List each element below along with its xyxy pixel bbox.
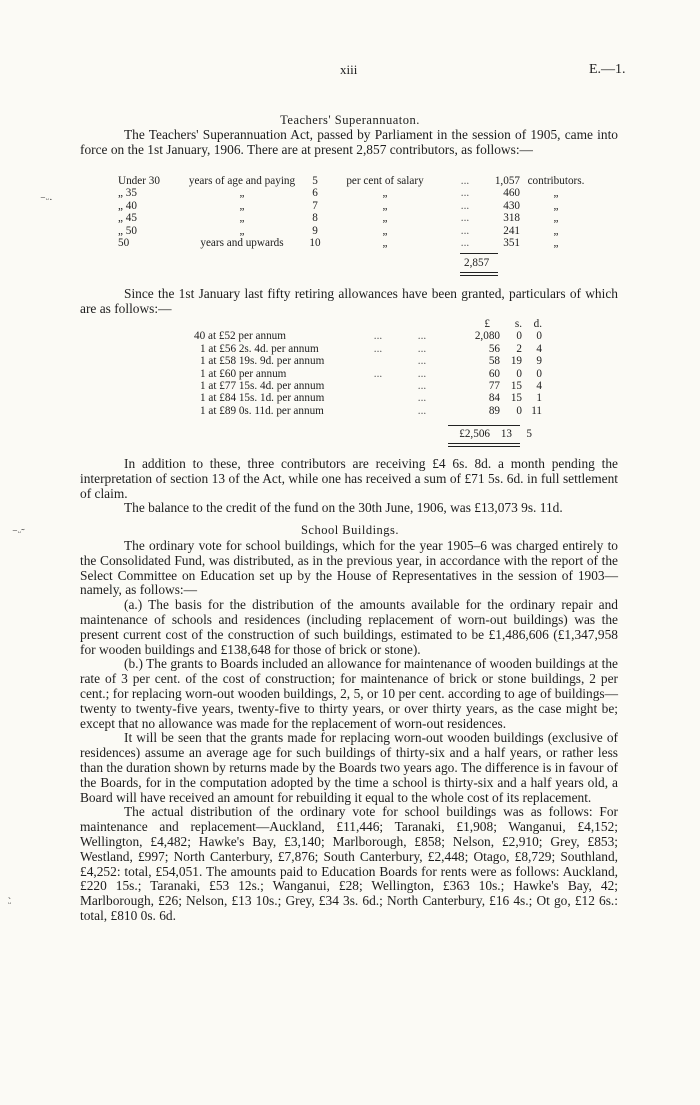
allowance-leader — [360, 405, 396, 417]
allowance-pounds: 89 — [488, 404, 500, 417]
allowance-leader: ... — [417, 355, 427, 368]
allowance-description: 1 at £58 19s. 9d. per annum — [200, 355, 325, 368]
allowance-row — [194, 368, 542, 380]
contributor-description: „ — [239, 199, 245, 212]
allowance-row — [194, 380, 542, 392]
allowance-description: 1 at £56 2s. 4d. per annum — [200, 342, 319, 355]
ordinary-vote-paragraph: The ordinary vote for school buildings, which for the year 1905–6 was charged entirely to the Consolidated Fund, was distributed, as in the previous year, in accordance with the report of the Select Committee on Education set up by the House of Representatives in the session of 1903—namely, as follows:— — [80, 538, 618, 598]
contributor-rate-label: „ — [382, 237, 388, 250]
contributor-unit: „ — [553, 237, 559, 250]
school-buildings-block — [80, 539, 618, 924]
document-code: E.—1. — [589, 62, 626, 77]
distribution-paragraph: The actual distribution of the ordinary vote for school buildings was as follows: For maintenance and replacement—Auckland, £11,446; Taranaki, £1,908; Wanganui, £4,152; Wellington, £4,482; Hawke's Bay, £3,140; Marlborough, £858; Nelson, £2,910; Grey, £853; Westland, £997; North Canterbury, £7,876; South Canterbury, £2,448; Otago, £8,729; Southland, £4,252: total, £54,051. The amounts paid to Education Boards for rents were as follows: Auckland, £220 15s.; Taranaki, £53 12s.; Wanganui, £28; Wellington, £363 10s.; Hawke's Bay, 42; Marlborough, £26; Nelson, £13 10s.; Grey, £34 3s. 6d.; North Canterbury, £16 4s.; Ot go, £12 6s.: total, £810 0s. 6d. — [80, 804, 618, 923]
contributor-age: 50 — [118, 237, 130, 250]
page-number: xiii — [340, 62, 358, 77]
allowances-header-row — [194, 318, 542, 330]
contributor-rate-label: „ — [382, 224, 388, 237]
allowances-total-rule — [448, 425, 520, 426]
contributor-rate-label: „ — [382, 187, 388, 200]
contributor-count: 430 — [503, 199, 520, 212]
allowance-pounds: 58 — [488, 355, 500, 368]
clause-b-paragraph: (b.) The grants to Boards included an allowance for maintenance of wooden buildings at the rate of 3 per cent. of the cost of construction; for maintenance of brick or stone buildings, 2 per cent.; for replacing worn-out wooden buildings, 2, 5, or 10 per cent. according to age of buildings—twenty to twenty-five years, twenty-five to thirty years, or over thirty years, as the case might be; except that no allowance was made for the replacement of worn-out residences. — [80, 656, 618, 731]
contributor-rate: 8 — [312, 212, 318, 225]
allowance-shillings: 0 — [516, 367, 522, 380]
contributor-rate-label: per cent of salary — [346, 175, 424, 187]
contributor-count: 318 — [503, 212, 520, 225]
contributors-total-rule-lower — [460, 272, 498, 273]
contributor-age: „ 50 — [118, 224, 137, 237]
allowance-leader: ... — [417, 380, 427, 393]
contributor-rate-label: „ — [382, 212, 388, 225]
allowances-table — [194, 318, 542, 417]
contributor-age: „ 40 — [118, 199, 137, 212]
contributor-count: 460 — [503, 187, 520, 200]
contributor-unit: „ — [553, 199, 559, 212]
allowance-leader: ... — [417, 342, 427, 355]
allowance-leader: ... — [373, 342, 383, 355]
allowance-description: 1 at £89 0s. 11d. per annum — [200, 404, 324, 417]
contributor-description: „ — [239, 187, 245, 200]
allowance-description: 1 at £84 15s. 1d. per annum — [200, 392, 325, 405]
contributor-row — [118, 175, 586, 187]
allowance-row — [194, 330, 542, 342]
contributor-rate: 10 — [309, 237, 321, 250]
allowances-total-row — [448, 428, 532, 440]
intro-paragraph-block — [80, 128, 618, 158]
contributor-rate: 9 — [312, 224, 318, 237]
allowance-description: 40 at £52 per annum — [194, 330, 286, 343]
allowance-leader: ... — [417, 404, 427, 417]
contributor-leader: ... — [460, 175, 470, 187]
allowance-shillings: 19 — [510, 355, 522, 368]
margin-mark-3: ᵕ̀ — [8, 898, 12, 910]
contributor-unit: „ — [553, 212, 559, 225]
allowance-leader: ... — [417, 392, 427, 405]
allowance-shillings: 0 — [516, 330, 522, 343]
contributor-leader: ... — [460, 237, 470, 250]
allowance-shillings: 2 — [516, 342, 522, 355]
contributor-leader: ... — [460, 199, 470, 212]
contributors-total-rule-double — [460, 275, 498, 276]
allowance-shillings: 15 — [510, 392, 522, 405]
contributor-leader: ... — [460, 224, 470, 237]
clause-a-paragraph: (a.) The basis for the distribution of the amounts available for the ordinary repair and maintenance of schools and residences (including replacement of worn-out buildings) was the present current cost of the construction of such buildings, estimated to be £1,486,606 (£1,347,958 for wooden buildings and £138,648 for those of brick or stone). — [80, 597, 618, 657]
superannuation-heading: Teachers' Superannuaton. — [280, 113, 420, 127]
contributor-row — [118, 212, 586, 224]
allowance-pounds: 2,080 — [474, 330, 500, 343]
superannuation-closing-block — [80, 457, 618, 516]
contributor-age: „ 45 — [118, 212, 137, 225]
allowance-pounds: 77 — [488, 380, 500, 393]
contributor-row — [118, 187, 586, 199]
superannuation-intro: The Teachers' Superannuation Act, passed by Parliament in the session of 1905, came into force on the 1st January, 1906. There are at present 2,857 contributors, as follows:— — [80, 127, 618, 157]
allowance-pounds: 60 — [488, 367, 500, 380]
header-pounds: £ — [484, 318, 490, 330]
school-buildings-heading: School Buildings. — [300, 523, 400, 537]
contributor-count: 1,057 — [494, 175, 520, 187]
allowance-row — [194, 405, 542, 417]
allowances-total-rule-lower — [448, 443, 520, 444]
average-age-paragraph: It will be seen that the grants made for replacing worn-out wooden buildings (exclusive of residences) assume an average age for such buildings of thirty-six and a half years, or rather less than the duration shown by returns made by the Boards two years ago. The difference is in favour of the Boards, for in the computation adopted by the time a school is thirty-six and a half years old, a Board will have received an amount for rebuilding it equal to the whole cost of its replacement. — [80, 730, 618, 805]
contributor-rate: 7 — [312, 199, 318, 212]
contributor-unit: „ — [553, 224, 559, 237]
margin-mark-1: ⁻ᵕ· — [40, 194, 53, 206]
header-pence: d. — [533, 318, 542, 330]
allowance-shillings: 0 — [516, 404, 522, 417]
allowances-paragraph-block — [80, 287, 618, 317]
pending-claims-paragraph: In addition to these, three contributors are receiving £4 6s. 8d. a month pending the interpretation of section 13 of the Act, while one has received a sum of £71 5s. 6d. in full settlement of claim. — [80, 456, 618, 501]
allowance-leader — [360, 380, 396, 392]
contributor-rate-label: „ — [382, 199, 388, 212]
contributor-leader: ... — [460, 187, 470, 200]
allowance-leader: ... — [417, 367, 427, 380]
allowance-pounds: 56 — [488, 342, 500, 355]
margin-mark-2: ⁻ᵕ˜ — [12, 527, 25, 539]
allowance-row — [194, 392, 542, 404]
allowance-leader — [360, 355, 396, 367]
allowance-leader: ... — [373, 367, 383, 380]
allowance-pounds: 84 — [488, 392, 500, 405]
contributor-rate: 6 — [312, 187, 318, 200]
allowance-pence: 0 — [536, 330, 542, 343]
allowance-shillings: 15 — [510, 380, 522, 393]
allowance-description: 1 at £60 per annum — [200, 367, 287, 380]
total-pounds: £2,506 — [459, 428, 490, 440]
contributor-row — [118, 237, 586, 249]
contributor-description: years and upwards — [200, 237, 284, 250]
contributor-row — [118, 200, 586, 212]
total-shillings: 13 — [500, 428, 512, 440]
contributors-total-rule — [460, 253, 498, 254]
allowance-pence: 0 — [536, 367, 542, 380]
header-shillings: s. — [514, 318, 522, 330]
contributor-age: Under 30 — [118, 175, 160, 187]
fund-balance-paragraph: The balance to the credit of the fund on the 30th June, 1906, was £13,073 9s. 11d. — [124, 500, 563, 516]
allowances-intro: Since the 1st January last fifty retiring allowances have been granted, particulars of which are as follows:— — [80, 286, 618, 316]
allowances-total-rule-double — [448, 446, 520, 447]
contributor-count: 351 — [503, 237, 520, 250]
allowance-leader: ... — [417, 330, 427, 343]
allowance-pence: 9 — [536, 355, 542, 368]
allowance-leader: ... — [373, 330, 383, 343]
allowance-pence: 11 — [531, 404, 542, 417]
total-pence: 5 — [526, 428, 532, 440]
contributor-leader: ... — [460, 212, 470, 225]
allowance-row — [194, 343, 542, 355]
allowance-pence: 1 — [536, 392, 542, 405]
allowance-pence: 4 — [536, 342, 542, 355]
allowance-leader — [360, 392, 396, 404]
contributor-age: „ 35 — [118, 187, 137, 200]
allowance-row — [194, 355, 542, 367]
contributors-total: 2,857 — [464, 257, 490, 269]
allowance-description: 1 at £77 15s. 4d. per annum — [200, 380, 325, 393]
contributor-row — [118, 225, 586, 237]
contributor-rate: 5 — [312, 175, 318, 187]
contributor-description: „ — [239, 224, 245, 237]
allowance-pence: 4 — [536, 380, 542, 393]
contributor-description: years of age and paying — [188, 175, 296, 187]
contributors-table — [118, 175, 586, 249]
contributor-unit: „ — [553, 187, 559, 200]
contributor-description: „ — [239, 212, 245, 225]
contributor-unit: contributors. — [527, 175, 585, 187]
contributor-count: 241 — [503, 224, 520, 237]
